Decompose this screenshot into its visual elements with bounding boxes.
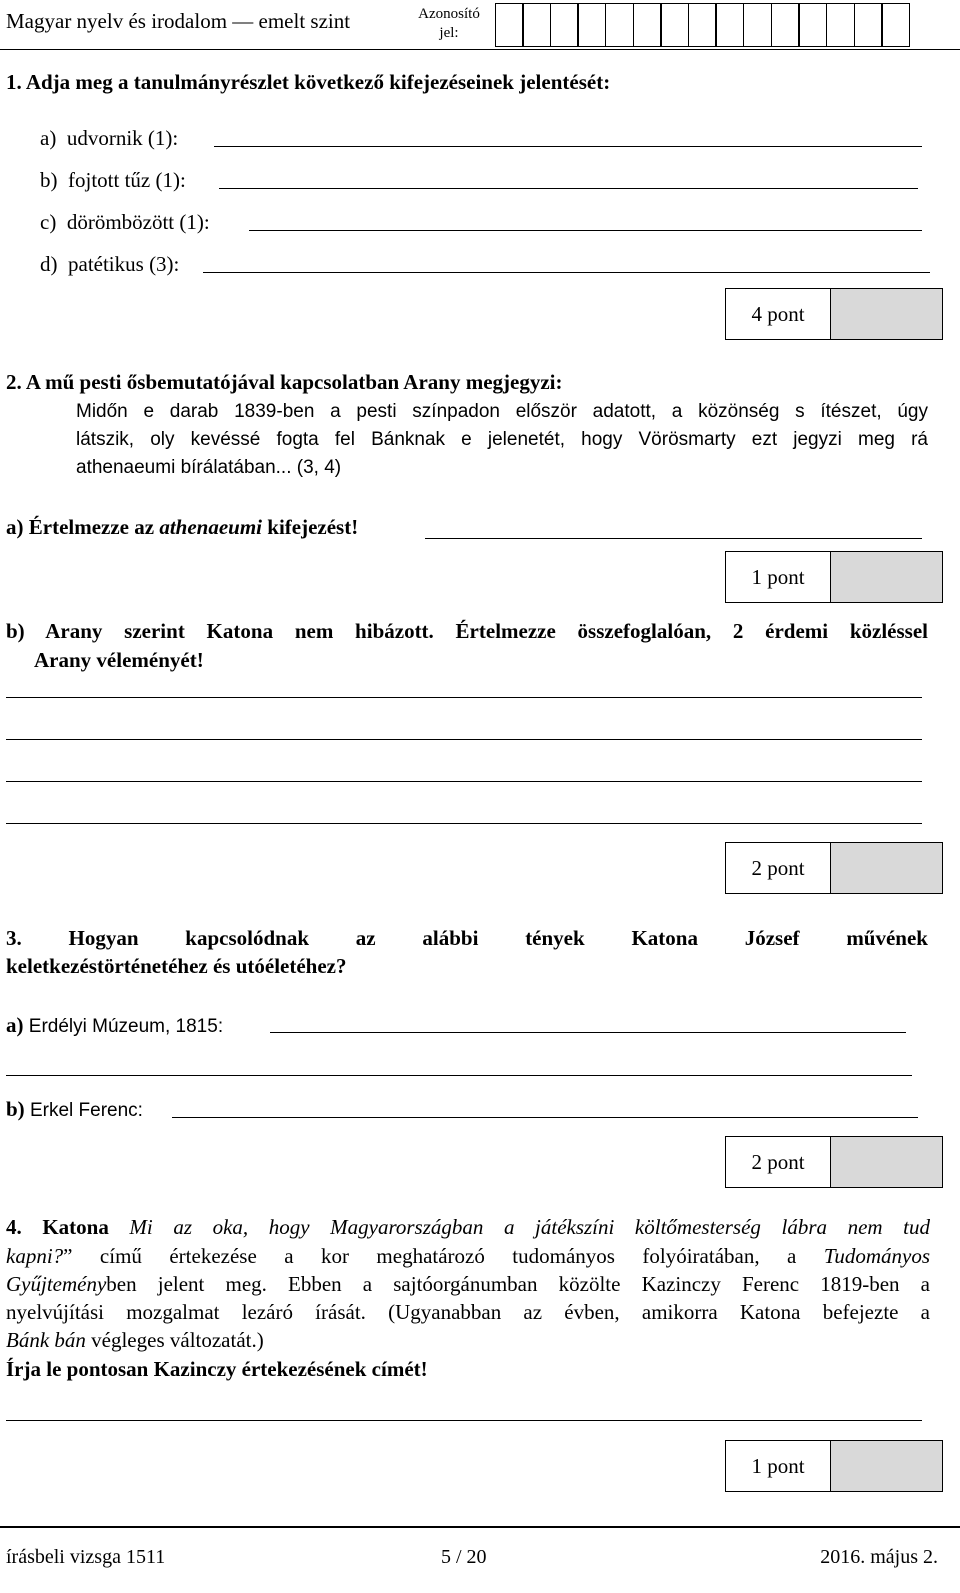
id-box[interactable]	[577, 3, 606, 47]
q2b-prompt-line1: b) Arany szerint Katona nem hibázott. Értelmezze összefoglalóan, 2 érdemi közléssel	[6, 619, 928, 643]
id-box[interactable]	[826, 3, 855, 47]
score-cell[interactable]	[831, 288, 943, 340]
answer-line-q2b-1[interactable]	[6, 697, 922, 698]
q3-item-b: b) Erkel Ferenc:	[6, 1097, 143, 1121]
id-box[interactable]	[798, 3, 827, 47]
score-box-q2b	[725, 842, 943, 894]
footer-rule	[0, 1526, 960, 1528]
score-label: 1 pont	[725, 551, 831, 603]
q1-prompt: 1. Adja meg a tanulmányrészlet következő kifejezéseinek jelentését:	[6, 70, 611, 94]
answer-line-q2b-2[interactable]	[6, 739, 922, 740]
score-label: 2 pont	[725, 842, 831, 894]
answer-line-q1b[interactable]	[219, 188, 918, 189]
header-rule	[0, 49, 960, 50]
id-box[interactable]	[743, 3, 772, 47]
score-box-q1	[725, 288, 943, 340]
footer-date: 2016. május 2.	[820, 1546, 938, 1568]
answer-line-q2b-3[interactable]	[6, 781, 922, 782]
answer-line-q1a[interactable]	[214, 146, 922, 147]
id-box[interactable]	[495, 3, 524, 47]
answer-line-q3a-2[interactable]	[6, 1075, 912, 1076]
score-cell[interactable]	[831, 1440, 943, 1492]
id-label-line1: Azonosító	[418, 6, 480, 22]
q3-item-a: a) Erdélyi Múzeum, 1815:	[6, 1013, 224, 1037]
q1-item-d: d) patétikus (3):	[40, 252, 180, 276]
score-box-q3	[725, 1136, 943, 1188]
q2-quote	[76, 398, 928, 482]
id-box[interactable]	[550, 3, 579, 47]
id-label	[408, 5, 490, 43]
answer-line-q3b[interactable]	[172, 1117, 918, 1118]
id-box[interactable]	[881, 3, 910, 47]
id-box[interactable]	[771, 3, 800, 47]
id-box[interactable]	[854, 3, 883, 47]
id-box[interactable]	[688, 3, 717, 47]
q1-item-a: a) udvornik (1):	[40, 126, 179, 150]
q4-line-3: Gyűjteményben jelent meg. Ebben a sajtóorgánumban közölte Kazinczy Ferenc 1819-ben a	[6, 1272, 930, 1296]
id-box[interactable]	[522, 3, 551, 47]
q3-prompt-line2: keletkezéstörténetéhez és utóéletéhez?	[6, 954, 347, 978]
score-label: 2 pont	[725, 1136, 831, 1188]
answer-line-q4[interactable]	[6, 1420, 922, 1421]
answer-line-q1c[interactable]	[249, 230, 922, 231]
q2a-prompt: a) Értelmezze az athenaeumi kifejezést!	[6, 515, 359, 539]
score-box-q2a	[725, 551, 943, 603]
q4-line-4: nyelvújítási mozgalmat lezáró írását. (Ugyanabban az évben, amikorra Katona befejezte a	[6, 1300, 930, 1324]
quote-line-2: látszik, oly kevéssé fogta fel Bánknak e jelenetét, hogy Vörösmarty ezt jegyzi meg rá	[76, 429, 928, 450]
id-box[interactable]	[660, 3, 689, 47]
header-title: Magyar nyelv és irodalom — emelt szint	[6, 9, 351, 33]
quote-line-3: athenaeumi bírálatában... (3, 4)	[76, 457, 342, 478]
q3-prompt-line1: 3. Hogyan kapcsolódnak az alábbi tények Katona József művének	[6, 926, 928, 950]
quote-line-1: Midőn e darab 1839-ben a pesti színpadon először adatott, a közönség s ítészet, úgy	[76, 401, 928, 422]
answer-line-q1d[interactable]	[203, 272, 930, 273]
score-cell[interactable]	[831, 551, 943, 603]
q4-line-1: 4. Katona Mi az oka, hogy Magyarországban a játékszíni költőmesterség lábra nem tud	[6, 1215, 930, 1239]
score-cell[interactable]	[831, 842, 943, 894]
q1-item-c: c) dörömbözött (1):	[40, 210, 210, 234]
answer-line-q3a-1[interactable]	[270, 1032, 906, 1033]
q4-line-5: Bánk bán végleges változatát.)	[6, 1328, 264, 1352]
footer-page-number: 5 / 20	[441, 1546, 487, 1568]
id-box[interactable]	[715, 3, 744, 47]
id-boxes[interactable]	[496, 3, 910, 47]
q1-item-b: b) fojtott tűz (1):	[40, 168, 186, 192]
score-label: 1 pont	[725, 1440, 831, 1492]
q4-task: Írja le pontosan Kazinczy értekezésének címét!	[6, 1357, 428, 1381]
answer-line-q2a[interactable]	[425, 538, 922, 539]
id-label-line2: jel:	[439, 25, 459, 41]
answer-line-q2b-4[interactable]	[6, 823, 922, 824]
score-box-q4	[725, 1440, 943, 1492]
q2-prompt: 2. A mű pesti ősbemutatójával kapcsolatban Arany megjegyzi:	[6, 370, 563, 394]
q4-line-2: kapni?” című értekezése a kor meghatározó tudományos folyóiratában, a Tudományos	[6, 1244, 930, 1268]
score-label: 4 pont	[725, 288, 831, 340]
id-box[interactable]	[633, 3, 662, 47]
score-cell[interactable]	[831, 1136, 943, 1188]
footer-exam-code: írásbeli vizsga 1511	[6, 1546, 166, 1568]
q2b-prompt-line2: Arany véleményét!	[34, 648, 204, 672]
id-box[interactable]	[605, 3, 634, 47]
